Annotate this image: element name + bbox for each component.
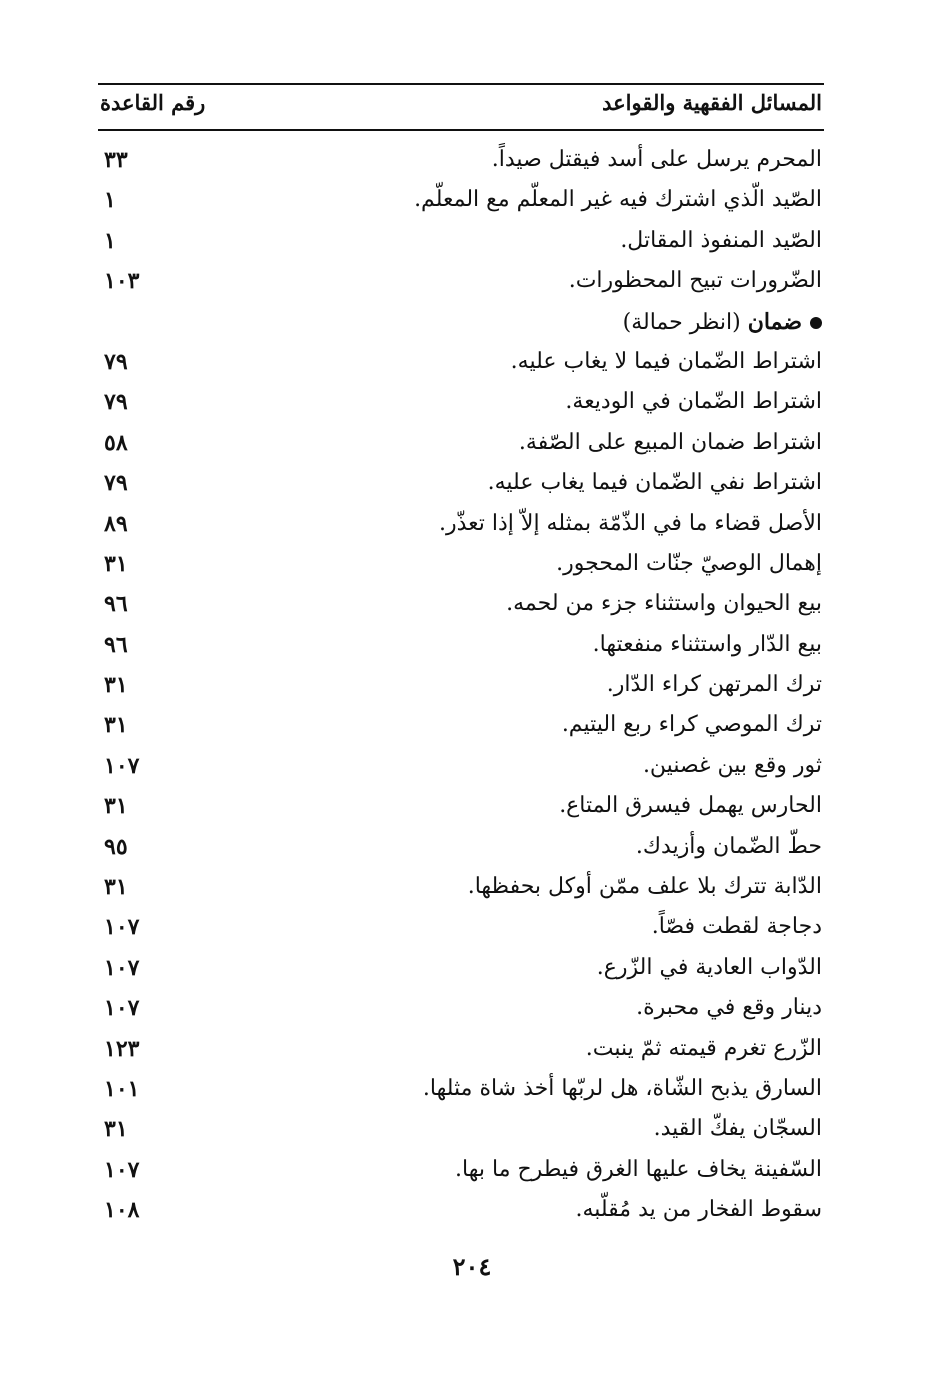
- rule-number: ٥٨: [104, 429, 128, 456]
- entry-text: اشتراط ضمان المبيع على الصّفة.: [518, 429, 822, 455]
- rule-number: ١٠٨: [104, 1197, 140, 1224]
- entry-text: الزّرع تغرم قيمته ثمّ ينبت.: [585, 1035, 822, 1061]
- entry-text: ترك الموصي كراء ربع اليتيم.: [561, 712, 822, 738]
- index-row: [98, 789, 824, 829]
- rule-number: ٩٦: [104, 591, 128, 618]
- entry-text: الضّرورات تبيح المحظورات.: [568, 268, 822, 294]
- index-row: [98, 183, 824, 223]
- entry-text: سقوط الفخار من يد مُقلّبه.: [575, 1197, 822, 1223]
- index-row: [98, 224, 824, 264]
- index-row: [98, 951, 824, 991]
- index-row: [98, 143, 824, 183]
- page-header: [98, 86, 824, 126]
- entry-text: السجّان يفكّ القيد.: [653, 1116, 822, 1142]
- rule-number: ٧٩: [104, 470, 128, 497]
- index-row: [98, 466, 824, 506]
- entry-text: ثور وقع بين غصنين.: [642, 752, 822, 778]
- section-title: ضمان: [747, 308, 802, 335]
- entry-text: الصّيد المنفوذ المقاتل.: [620, 227, 822, 253]
- rule-number: ٧٩: [104, 389, 128, 416]
- rule-number: ١: [104, 227, 116, 254]
- index-row: [98, 547, 824, 587]
- header-column-label: رقم القاعدة: [100, 90, 206, 115]
- index-row: [98, 668, 824, 708]
- entry-text: ترك المرتهن كراء الدّار.: [606, 672, 822, 698]
- header-top-rule: [98, 83, 824, 85]
- rule-number: ٣٣: [104, 147, 128, 173]
- entry-text: اشتراط الضّمان في الوديعة.: [565, 389, 822, 415]
- entry-text: الدّابة تترك بلا علف ممّن أوكل بحفظها.: [467, 874, 822, 900]
- index-row: [98, 385, 824, 425]
- index-row: [98, 587, 824, 627]
- index-row: [98, 1193, 824, 1233]
- entry-text: إهمال الوصيّ جنّات المحجور.: [556, 550, 822, 576]
- rule-number: ٣١: [104, 550, 128, 577]
- rule-number: ٨٩: [104, 510, 128, 537]
- section-heading-text: [623, 309, 822, 335]
- entry-text: اشتراط نفي الضّمان فيما يغاب عليه.: [487, 470, 822, 496]
- entry-text: اشتراط الضّمان فيما لا يغاب عليه.: [510, 348, 822, 374]
- index-row: [98, 507, 824, 547]
- rule-number: ٣١: [104, 1116, 128, 1143]
- rule-number: ١٢٣: [104, 1035, 140, 1062]
- entry-text: حطّ الضّمان وأزيدك.: [635, 833, 822, 859]
- index-row: [98, 345, 824, 385]
- header-bottom-rule: [98, 129, 824, 131]
- entry-text: بيع الحيوان واستثناء جزء من لحمه.: [506, 591, 822, 617]
- section-heading: [98, 305, 824, 345]
- entry-text: الحارس يهمل فيسرق المتاع.: [559, 793, 822, 819]
- rule-number: ١٠٣: [104, 268, 140, 295]
- entry-text: السارق يذبح الشّاة، هل لربّها أخذ شاة مثلها.: [422, 1075, 822, 1101]
- rule-number: ٣١: [104, 712, 128, 739]
- index-row: [98, 749, 824, 789]
- index-row: [98, 1032, 824, 1072]
- entry-text: دينار وقع في محبرة.: [636, 995, 822, 1021]
- rule-number: ٣١: [104, 793, 128, 820]
- index-row: [98, 830, 824, 870]
- rule-number: ١٠٧: [104, 995, 140, 1022]
- entry-text: الدّواب العادية في الزّرع.: [596, 954, 822, 980]
- index-row: [98, 1112, 824, 1152]
- rule-number: ١٠٧: [104, 954, 140, 981]
- rule-number: ١٠٧: [104, 914, 140, 941]
- bullet-icon: [810, 317, 822, 329]
- index-row: [98, 264, 824, 304]
- rule-number: ٣١: [104, 874, 128, 901]
- entry-text: بيع الدّار واستثناء منفعتها.: [592, 631, 822, 657]
- rule-number: ٧٩: [104, 348, 128, 375]
- rule-number: ٣١: [104, 672, 128, 699]
- entry-text: الصّيد الّذي اشترك فيه غير المعلّم مع المعلّم.: [414, 187, 822, 213]
- rule-number: ١٠١: [104, 1075, 140, 1102]
- entry-text: الأصل قضاء ما في الذّمّة بمثله إلاّ إذا تعذّر.: [438, 510, 822, 536]
- index-row: [98, 1072, 824, 1112]
- index-row: [98, 870, 824, 910]
- entry-text: دجاجة لقطت فصّاً.: [651, 914, 822, 940]
- rule-number: ١: [104, 187, 116, 214]
- header-title: المسائل الفقهية والقواعد: [602, 90, 822, 115]
- entry-text: المحرم يرسل على أسد فيقتل صيداً.: [491, 147, 822, 172]
- index-row: [98, 910, 824, 950]
- rule-number: ١٠٧: [104, 1156, 140, 1183]
- entry-text: السّفينة يخاف عليها الغرق فيطرح ما بها.: [455, 1156, 822, 1182]
- rule-number: ٩٦: [104, 631, 128, 658]
- index-row: [98, 1153, 824, 1193]
- index-row: [98, 628, 824, 668]
- index-row: [98, 426, 824, 466]
- section-note: (انظر حمالة): [622, 309, 741, 335]
- rule-number: ٩٥: [104, 833, 128, 860]
- index-row: [98, 708, 824, 748]
- index-row: [98, 991, 824, 1031]
- rule-number: ١٠٧: [104, 752, 140, 779]
- page-number: ٢٠٤: [452, 1252, 492, 1281]
- index-entries: [98, 143, 824, 1234]
